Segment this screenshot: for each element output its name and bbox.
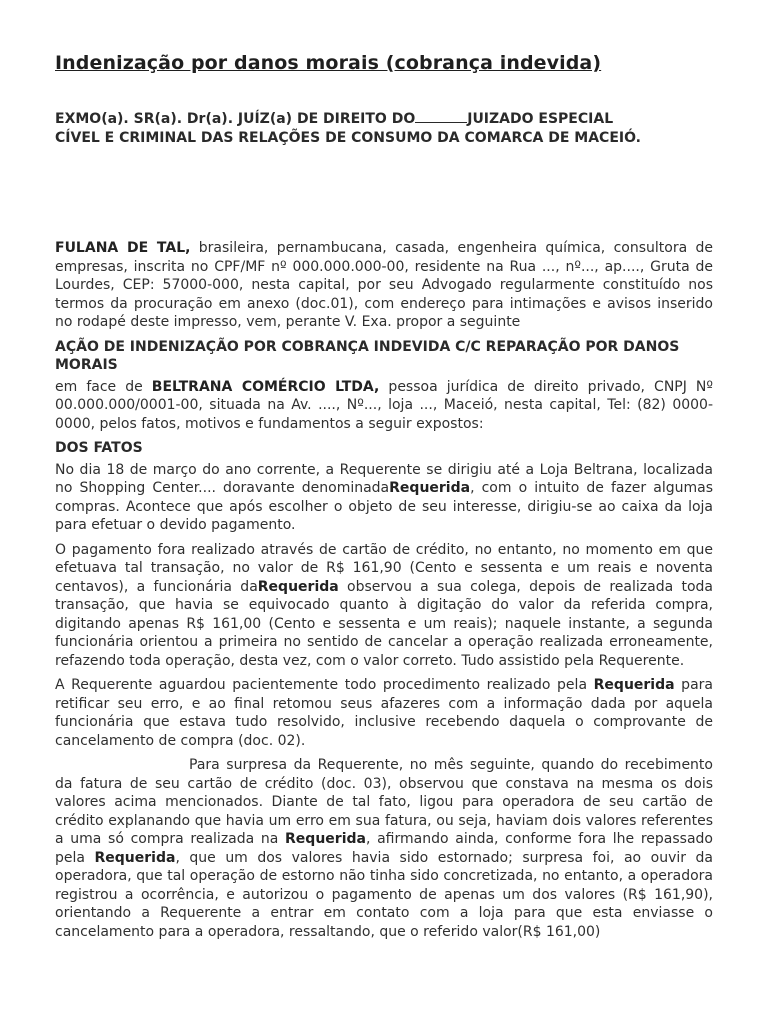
paragraph-text: No dia 18 de março do ano corrente, a Requerente se dirigiu até a Loja Beltrana, localizada no Shopping Center.... doravante denominada (55, 461, 713, 496)
document-body (55, 239, 713, 947)
paragraph-text: A Requerente aguardou pacientemente todo procedimento realizado pela (55, 677, 594, 693)
paragraph-text: observou a sua colega, depois de realizada toda transação, que havia se equivocado quanto à digitação do valor da referida compra, digitando apenas R$ 161,00 (Cento e sessenta e um reais); naquele instante, a segunda funcionária orientou a primeira no sentido de cancelar a operação realizada erroneamente, refazendo toda operação, desta vez, com o valor correto. Tudo assistido pela Requerente. (55, 578, 713, 669)
party-name: FULANA DE TAL, (55, 240, 191, 256)
paragraph-text: para retificar seu erro, e ao final retomou seus afazeres com a informação dada por aquela funcionária que estava tudo resolvido, inclusive recebendo daquela o comprovante de cancelamento de compra (doc. 02). (55, 677, 713, 749)
addressee-line1-start: EXMO(a). SR(a). Dr(a). JUÍZ(a) DE DIREITO DO (55, 111, 416, 127)
addressee-line2: CÍVEL E CRIMINAL DAS RELAÇÕES DE CONSUMO DA COMARCA DE MACEIÓ. (55, 130, 642, 146)
paragraph-text: , com o intuito de fazer algumas compras. Acontece que após escolher o objeto de seu interesse, dirigiu-se ao caixa da loja para efetuar o devido pagamento. (55, 480, 713, 533)
paragraph-facts-2 (55, 541, 713, 671)
paragraph-text: pessoa jurídica de direito privado, CNPJ Nº 00.000.000/0001-00, situada na Av. ...., Nº..., loja ..., Maceió, nesta capital, Tel: (82) 0000-0000, pelos fatos, motivos e fundamentos a seguir expostos: (55, 378, 714, 432)
bold-term: Requerida (94, 849, 176, 866)
paragraph-text: brasileira, pernambucana, casada, engenheira química, consultora de empresas, inscrita no CPF/MF nº 000.000.000-00, residente na Rua ..., nº..., ap...., Gruta de Lourdes, CEP: 57000-000, nesta capital, por seu Advogado regularmente constituído nos termos da procuração em anexo (doc.01), com endereço para intimações e avisos inserido no rodapé deste impresso, vem, perante V. Exa. propor a seguinte (55, 240, 713, 330)
company-name: BELTRANA COMÉRCIO LTDA, (151, 378, 380, 395)
paragraph-text: , que um dos valores havia sido estornado; surpresa foi, ao ouvir da operadora, que tal operação de estorno não tinha sido concretizada, no entanto, a operadora registrou a ocorrência, e autorizou o pagamento de apenas um dos valores (R$ 161,90), orientando a Requerente a entrar em contato com a loja para que esta enviasse o cancelamento para a operadora, ressaltando, que o referido valor(R$ 161,00) (55, 849, 713, 940)
paragraph-qualification (55, 239, 713, 332)
paragraph-text: em face de (55, 378, 152, 395)
addressee-line1-end: JUIZADO ESPECIAL (467, 111, 614, 127)
paragraph-facts-3 (55, 676, 713, 750)
addressee-block (55, 110, 715, 148)
bold-term: Requerida (257, 578, 339, 595)
paragraph-defendant (55, 378, 713, 434)
paragraph-text: , afirmando ainda, conforme fora lhe repassado pela (55, 831, 713, 866)
facts-heading: DOS FATOS (55, 440, 143, 456)
bold-term: Requerida (593, 677, 675, 693)
paragraph-facts-4 (55, 756, 713, 941)
bold-term: Requerida (285, 831, 366, 847)
paragraph-text: O pagamento fora realizado através de cartão de crédito, no entanto, no momento em que efetuava tal transação, no valor de R$ 161,90 (Cento e sessenta e um reais e noventa centavos), a funcionária da (55, 541, 713, 595)
paragraph-text: Para surpresa da Requerente, no mês seguinte, quando do recebimento da fatura de seu cartão de crédito (doc. 03), observou que constava na mesma os dois valores acima mencionados. Diante de tal fato, ligou para operadora de seu cartão de crédito explanando que havia um erro em sua fatura, ou seja, haviam dois valores referentes a uma só compra realizada na (55, 757, 713, 847)
paragraph-facts-1 (55, 461, 713, 535)
document-title: Indenização por danos morais (cobrança indevida) (55, 52, 602, 74)
bold-term: Requerida (389, 480, 471, 496)
blank-underline (415, 110, 467, 123)
action-heading: AÇÃO DE INDENIZAÇÃO POR COBRANÇA INDEVIDA C/C REPARAÇÃO POR DANOS MORAIS (55, 338, 680, 373)
